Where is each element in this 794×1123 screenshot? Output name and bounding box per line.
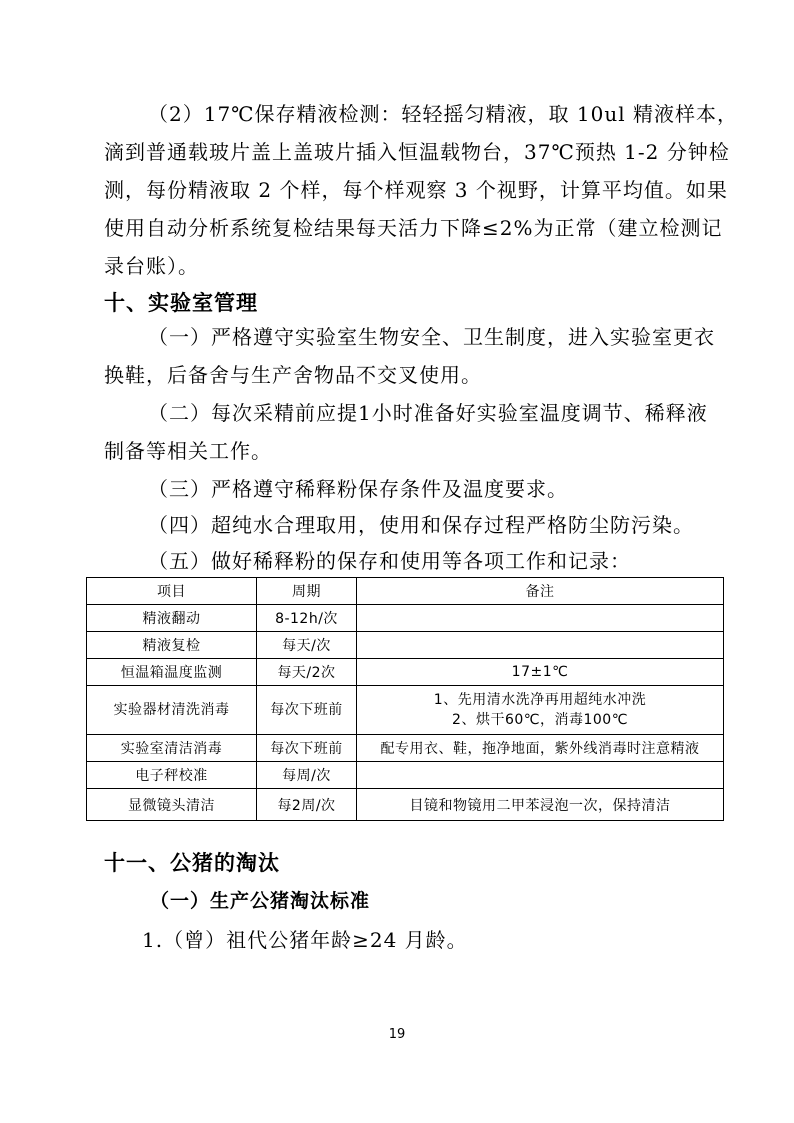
table-cell: 电子秤校准 — [87, 762, 257, 789]
text-line: 使用自动分析系统复检结果每天活力下降≤2%为正常（建立检测记 — [104, 216, 723, 240]
table-cell: 显微镜头清洁 — [87, 789, 257, 821]
table-cell: 每周/次 — [257, 762, 357, 789]
table-header-row — [87, 578, 724, 605]
cell-line: 2、烘干60℃，消毒100℃ — [452, 712, 628, 728]
table-cell — [357, 605, 724, 632]
table-cell — [357, 762, 724, 789]
text-line: 测，每份精液取 2 个样，每个样观察 3 个视野，计算平均值。如果 — [104, 178, 728, 202]
table-cell: 每次下班前 — [257, 686, 357, 735]
table-row — [87, 659, 724, 686]
text-line: 制备等相关工作。 — [104, 439, 272, 463]
column-header: 备注 — [357, 578, 724, 605]
table-row — [87, 789, 724, 821]
text-line: （四）超纯水合理取用，使用和保存过程严格防尘防污染。 — [148, 513, 694, 537]
text-line: 录台账）。 — [104, 254, 199, 278]
table-cell: 每天/次 — [257, 632, 357, 659]
table-cell: 17±1℃ — [357, 659, 724, 686]
page-number: 19 — [388, 1027, 406, 1042]
table-cell: 精液翻动 — [87, 605, 257, 632]
text-line: 1.（曾）祖代公猪年龄≥24 月龄。 — [142, 928, 468, 952]
table-row — [87, 686, 724, 735]
table-cell: 实验室清洁消毒 — [87, 735, 257, 762]
text-line: （二）每次采精前应提1小时准备好实验室温度调节、稀释液 — [148, 401, 708, 425]
text-line: （三）严格遵守稀释粉保存条件及温度要求。 — [148, 477, 568, 501]
section10-item-3 — [104, 470, 718, 508]
section10-item-1 — [104, 318, 718, 394]
table-cell: 精液复检 — [87, 632, 257, 659]
table-cell: 每次下班前 — [257, 735, 357, 762]
table-cell: 实验器材清洗消毒 — [87, 686, 257, 735]
table-cell: 恒温箱温度监测 — [87, 659, 257, 686]
text-line: 换鞋，后备舍与生产舍物品不交叉使用。 — [104, 363, 482, 387]
text-line: （五）做好稀释粉的保存和使用等各项工作和记录： — [148, 549, 631, 573]
table-row — [87, 632, 724, 659]
table-cell — [357, 632, 724, 659]
table-cell: 目镜和物镜用二甲苯浸泡一次，保持清洁 — [357, 789, 724, 821]
section-heading: 十、实验室管理 — [104, 291, 258, 315]
section-heading: 十一、公猪的淘汰 — [104, 851, 280, 875]
table-cell-multiline — [357, 686, 724, 735]
text-line: （一）严格遵守实验室生物安全、卫生制度，进入实验室更衣 — [148, 325, 715, 349]
column-header: 项目 — [87, 578, 257, 605]
text-line: 滴到普通载玻片盖上盖玻片插入恒温载物台，37℃预热 1-2 分钟检 — [104, 140, 730, 164]
column-header: 周期 — [257, 578, 357, 605]
maintenance-table — [86, 577, 724, 821]
table-row — [87, 762, 724, 789]
intro-paragraph — [104, 95, 738, 285]
section10-item-5 — [104, 542, 718, 580]
section10-item-2 — [104, 394, 718, 470]
table-cell: 每2周/次 — [257, 789, 357, 821]
table-cell: 配专用衣、鞋，拖净地面，紫外线消毒时注意精液 — [357, 735, 724, 762]
table-row — [87, 735, 724, 762]
section10-item-4 — [104, 506, 718, 544]
text-line: （2）17℃保存精液检测：轻轻摇匀精液，取 10ul 精液样本， — [148, 102, 738, 126]
table-cell: 每天/2次 — [257, 659, 357, 686]
table-cell: 8-12h/次 — [257, 605, 357, 632]
cell-line: 1、先用清水洗净再用超纯水冲洗 — [433, 692, 647, 708]
table-row — [87, 605, 724, 632]
section11-item-1 — [104, 921, 718, 959]
section-subheading: （一）生产公猪淘汰标准 — [150, 890, 371, 912]
